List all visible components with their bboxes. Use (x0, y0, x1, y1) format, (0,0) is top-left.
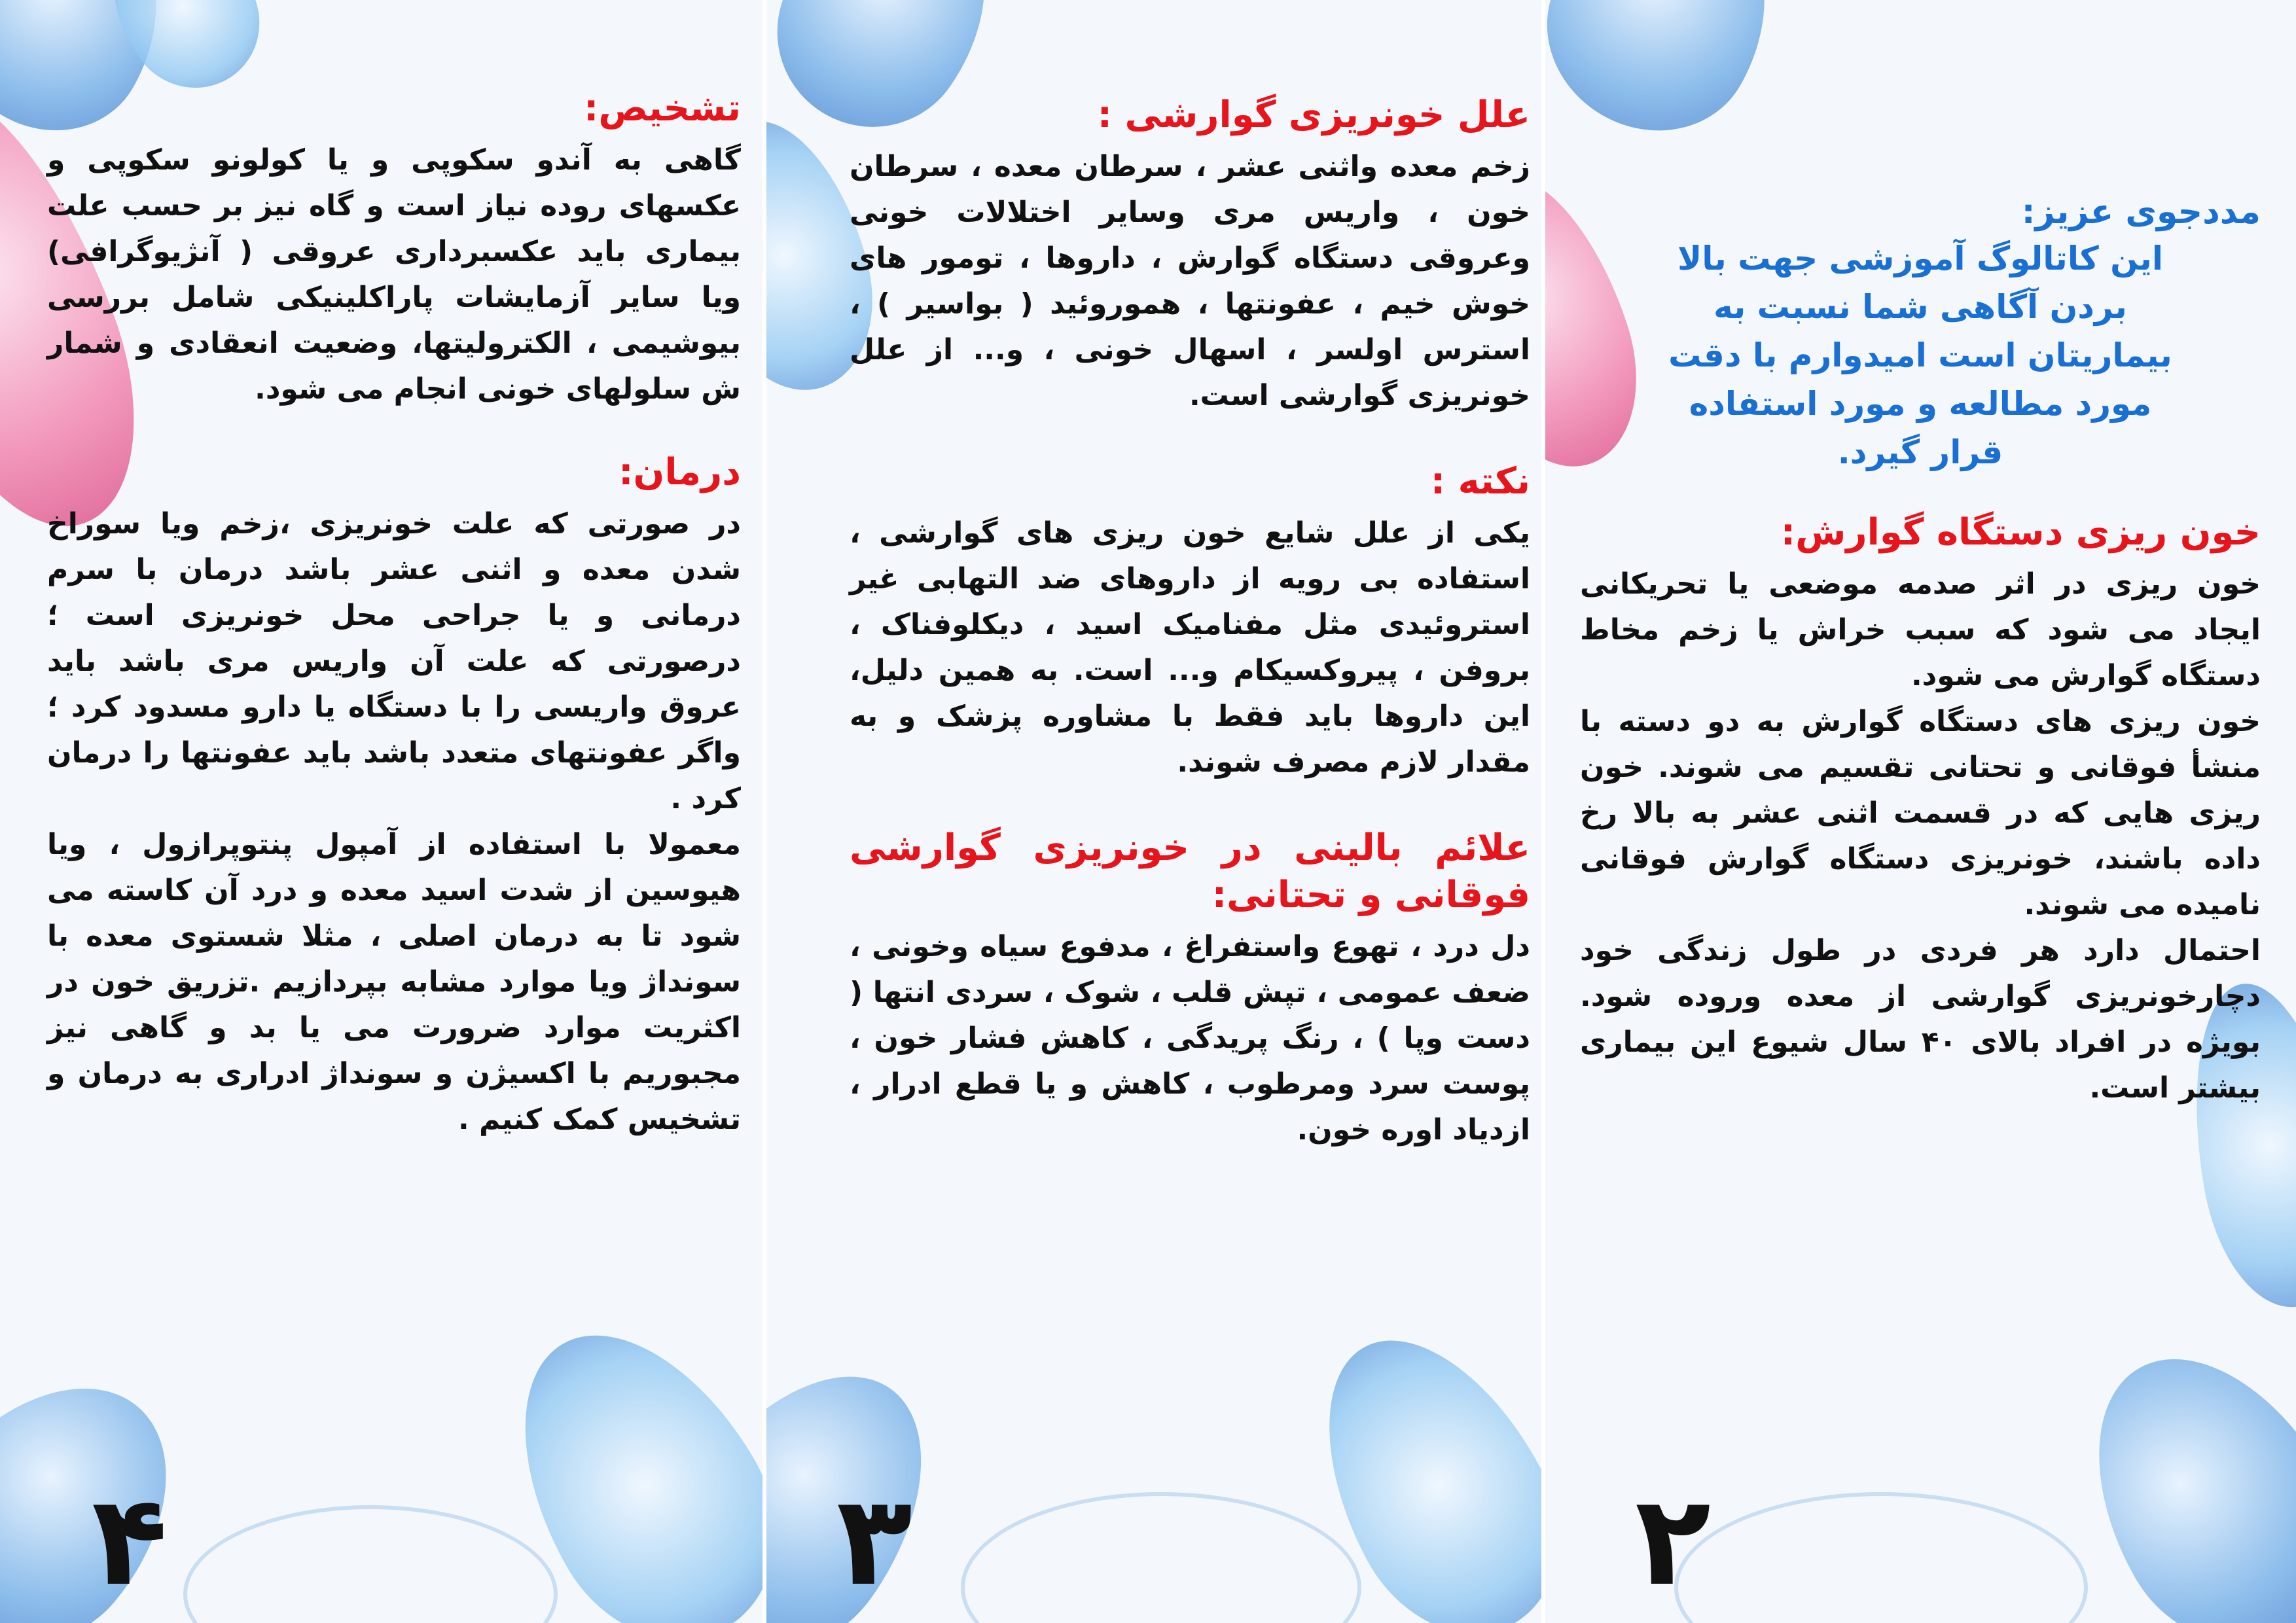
diagnosis-paragraph: گاهی به آندو سکوپی و یا کولونو سکوپی و عکسهای روده نیاز است و گاه نیز بر حسب علت بیماری باید عکسبرداری عروقی ( آنژیوگرافی) ویا سایر آزمایشات پاراکلینیکی شامل بررسی بیوشیمی ، الکترولیتها، وضعیت انعقادی و شمار ش سلولهای خونی انجام می شود. (47, 143, 741, 406)
symptoms-paragraph: دل درد ، تهوع واستفراغ ، مدفوع سیاه وخونی ، ضعف عمومی ، تپش قلب ، شوک ، سردی انتها ( دست وپا ) ، رنگ پریدگی ، کاهش فشار خون ، پوست سرد ومرطوب ، کاهش و یا قطع ادرار ، ازدیاد اوره خون. (850, 930, 1530, 1147)
panel-page-4 (0, 0, 764, 1623)
panel-divider (1541, 0, 1545, 1623)
blue-flower-petal-decoration (1543, 0, 1811, 168)
swirl-decoration (1674, 1492, 2088, 1623)
panel-page-2 (1543, 0, 2296, 1623)
bleeding-paragraph: خون ریزی در اثر صدمه موضعی یا تحریکانی ایجاد می شود که سبب خراش یا زخم مخاط دستگاه گوارش می شود. (1580, 567, 2261, 692)
page-number: ۳ (836, 1469, 912, 1613)
treatment-heading: درمان: (619, 451, 741, 493)
content-page-4 (47, 85, 741, 1143)
panel-page-3 (764, 0, 1543, 1623)
page-number: ۲ (1635, 1469, 1711, 1613)
causes-paragraph: زخم معده واثنی عشر ، سرطان معده ، سرطان خون ، واریس مری وسایر اختلالات خونی وعروقی دستگاه گوارش ، داروها ، تومور های خوش خیم ، عفونتها ، هموروئید ( بواسیر ) ، استرس اولسر ، اسهال خونی ، و... از علل خونریزی گوارشی است. (850, 150, 1530, 412)
symptoms-heading: علائم بالینی در خونریزی گوارشی فوقانی و تحتانی: (850, 827, 1530, 916)
swirl-decoration (961, 1492, 1361, 1623)
diagnosis-heading: تشخیص: (583, 87, 741, 130)
bleeding-heading: خون ریزی دستگاه گوارش: (1780, 511, 2261, 554)
content-page-2 (1580, 190, 2261, 1111)
bleeding-paragraph: احتمال دارد هر فردی در طول زندگی خود دچارخونریزی گوارشی از معده وروده شود. بویژه در افراد بالای ۴۰ سال شیوع این بیماری بیشتر است. (1580, 934, 2261, 1105)
causes-heading: علل خونریزی گوارشی : (1097, 94, 1530, 136)
treatment-paragraph: معمولا با استفاده از آمپول پنتوپرازول ، ویا هیوسین از شدت اسید معده و درد آن کاسته می شود تا به درمان اصلی ، مثلا شستوی معده با سونداژ ویا موارد مشابه بپردازیم .تزریق خون در اکثریت موارد ضرورت می یا بد و گاهی نیز مجبوریم با اکسیژن و سونداژ ادراری به درمان و تشخیس کمک کنیم . (47, 828, 741, 1136)
intro-paragraph: این کاتالوگ آموزشی جهت بالا بردن آگاهی شما نسبت به بیماریتان است امیدوارم با دقت مورد مطالعه و مورد استفاده قرار گیرد. (1668, 240, 2172, 471)
intro-heading: مددجوی عزیز: (2021, 192, 2261, 232)
note-heading: نکته : (1430, 460, 1530, 503)
treatment-paragraph: در صورتی که علت خونریزی ،زخم ویا سوراخ شدن معده و اثنی عشر باشد درمان با سرم درمانی و یا جراحی محل خونریزی است ؛ درصورتی که علت آن واریس مری باشد باید عروق واریسی را با دستگاه یا دارو مسدود کرد ؛ واگر عفونتهای متعدد باشد باید عفونتها را درمان کرد . (47, 507, 741, 815)
swirl-decoration (183, 1505, 558, 1623)
panel-divider (762, 0, 766, 1623)
page-number: ۴ (92, 1469, 168, 1613)
note-paragraph: یکی از علل شایع خون ریزی های گوارشی ، استفاده بی رویه از داروهای ضد التهابی غیر استروئیدی مثل مفنامیک اسید ، دیکلوفناک ، بروفن ، پیروکسیکام و... است. به همین دلیل، این داروها باید فقط با مشاوره پزشک و به مقدار لازم مصرف شوند. (850, 516, 1530, 779)
content-page-3 (850, 92, 1530, 1153)
bleeding-paragraph: خون ریزی های دستگاه گوارش به دو دسته با منشأ فوقانی و تحتانی تقسیم می شوند. خون ریزی هایی که در قسمت اثنی عشر به بالا رخ داده باشند، خونریزی دستگاه گوارش فوقانی نامیده می شوند. (1580, 705, 2261, 921)
